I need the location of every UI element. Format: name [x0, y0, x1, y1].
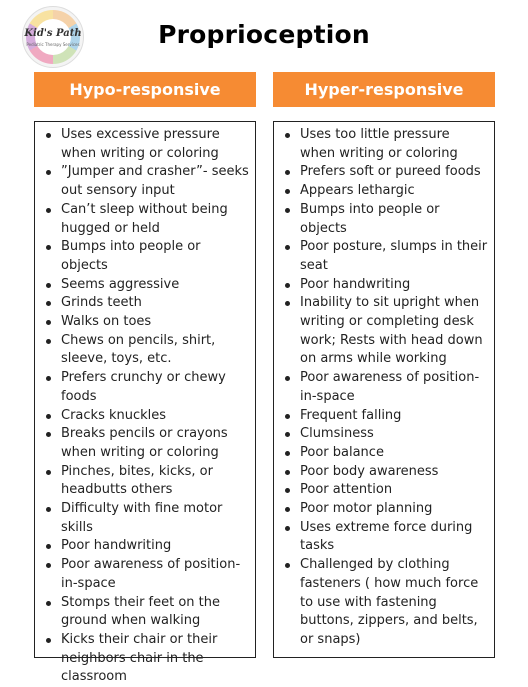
list-item: Poor awareness of position-in-space [61, 556, 249, 593]
list-item: Poor motor planning [300, 500, 488, 519]
list-item: Chews on pencils, shirt, sleeve, toys, etc. [61, 332, 249, 369]
list-item: Seems aggressive [61, 276, 249, 295]
list-item: Prefers crunchy or chewy foods [61, 369, 249, 406]
list-item: Uses extreme force during tasks [300, 519, 488, 556]
list-item: ”Jumper and crasher”- seeks out sensory input [61, 163, 249, 200]
list-item: Poor balance [300, 444, 488, 463]
list-item: Uses too little pressure when writing or coloring [300, 126, 488, 163]
list-item: Poor awareness of position-in-space [300, 369, 488, 406]
list-item: Inability to sit upright when writing or completing desk work; Rests with head down on arms while working [300, 294, 488, 369]
hypo-responsive-list [34, 121, 256, 685]
list-item: Prefers soft or pureed foods [300, 163, 488, 182]
list-item: Walks on toes [61, 313, 249, 332]
list-item: Poor handwriting [300, 276, 488, 295]
list-item: Clumsiness [300, 425, 488, 444]
list-item: Poor handwriting [61, 537, 249, 556]
hypo-responsive-header: Hypo-responsive [34, 72, 256, 107]
hyper-responsive-list [273, 121, 495, 658]
list-item: Kicks their chair or their neighbors chair in the classroom [61, 631, 249, 687]
list-item: Stomps their feet on the ground when walking [61, 594, 249, 631]
list-item: Appears lethargic [300, 182, 488, 201]
list-item: Challenged by clothing fasteners ( how much force to use with fastening buttons, zippers, and belts, or snaps) [300, 556, 488, 650]
list-item: Pinches, bites, kicks, or headbutts others [61, 463, 249, 500]
list-item: Cracks knuckles [61, 407, 249, 426]
list-item: Uses excessive pressure when writing or coloring [61, 126, 249, 163]
page-title: Proprioception [158, 20, 370, 49]
logo-text: Kid's Path [24, 28, 82, 39]
hyper-responsive-header: Hyper-responsive [273, 72, 495, 107]
list-item: Bumps into people or objects [61, 238, 249, 275]
logo-subtext: Pediatric Therapy Services [26, 42, 80, 47]
list-item: Grinds teeth [61, 294, 249, 313]
list-item: Bumps into people or objects [300, 201, 488, 238]
list-item: Poor posture, slumps in their seat [300, 238, 488, 275]
list-item: Frequent falling [300, 407, 488, 426]
list-item: Can’t sleep without being hugged or held [61, 201, 249, 238]
list-item: Difficulty with fine motor skills [61, 500, 249, 537]
list-item: Poor attention [300, 481, 488, 500]
list-item: Breaks pencils or crayons when writing or coloring [61, 425, 249, 462]
list-item: Poor body awareness [300, 463, 488, 482]
